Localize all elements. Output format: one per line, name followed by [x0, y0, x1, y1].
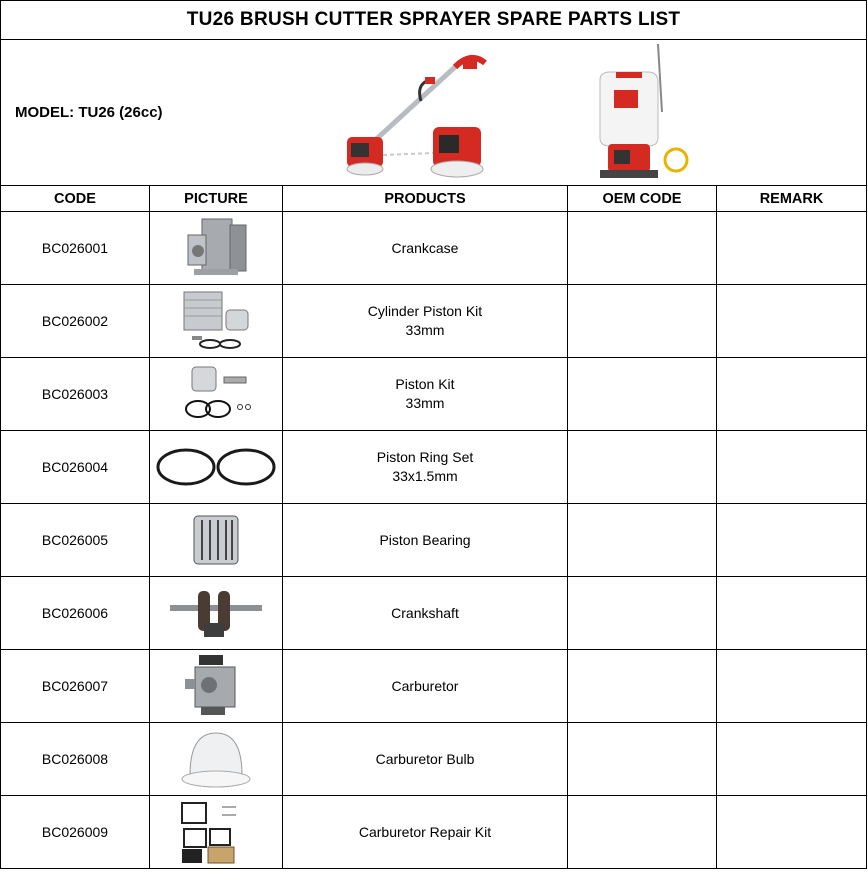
remark-cell: [717, 723, 867, 796]
remark-cell: [717, 285, 867, 358]
column-header-remark: REMARK: [717, 186, 867, 212]
remark-cell: [717, 431, 867, 504]
sprayer-image: [586, 42, 696, 182]
remark-cell: [717, 212, 867, 285]
part-code: BC026005: [1, 504, 150, 577]
model-banner: [1, 40, 867, 186]
oem-code-cell: [568, 504, 717, 577]
table-row: [1, 212, 867, 285]
piston-kit-icon: [174, 361, 258, 427]
product-line-1: Piston Ring Set: [376, 449, 474, 465]
product-line-1: Crankcase: [391, 239, 459, 256]
model-label: MODEL: TU26 (26cc): [15, 104, 163, 121]
table-row: [1, 723, 867, 796]
piston-rings-icon: [154, 442, 278, 492]
column-header-code: CODE: [1, 186, 150, 212]
oem-code-cell: [568, 431, 717, 504]
product-name: [283, 358, 568, 431]
part-picture: [150, 796, 283, 869]
oem-code-cell: [568, 577, 717, 650]
product-line-1: Carburetor: [391, 677, 459, 694]
product-name: [283, 723, 568, 796]
product-name: [283, 504, 568, 577]
part-code: BC026003: [1, 358, 150, 431]
oem-code-cell: [568, 650, 717, 723]
table-row: [1, 285, 867, 358]
product-name: [283, 285, 568, 358]
product-name: [283, 212, 568, 285]
column-header-picture: PICTURE: [150, 186, 283, 212]
oem-code-cell: [568, 723, 717, 796]
part-picture: [150, 285, 283, 358]
oem-code-cell: [568, 358, 717, 431]
table-row: [1, 650, 867, 723]
crankshaft-icon: [166, 583, 266, 643]
product-name: [283, 431, 568, 504]
table-row: [1, 796, 867, 869]
product-name: [283, 650, 568, 723]
column-header-products: PRODUCTS: [283, 186, 568, 212]
part-code: BC026006: [1, 577, 150, 650]
part-code: BC026007: [1, 650, 150, 723]
oem-code-cell: [568, 285, 717, 358]
part-picture: [150, 577, 283, 650]
part-picture: [150, 504, 283, 577]
cylinder-piston-kit-icon: [174, 288, 258, 354]
product-line-2: 33mm: [405, 395, 445, 411]
column-header-oem-code: OEM CODE: [568, 186, 717, 212]
part-picture: [150, 431, 283, 504]
remark-cell: [717, 650, 867, 723]
remark-cell: [717, 504, 867, 577]
part-code: BC026004: [1, 431, 150, 504]
part-picture: [150, 723, 283, 796]
brush-cutter-image: [337, 45, 497, 181]
product-line-2: 33x1.5mm: [392, 468, 458, 484]
part-code: BC026009: [1, 796, 150, 869]
part-picture: [150, 650, 283, 723]
table-row: [1, 431, 867, 504]
page-title: TU26 BRUSH CUTTER SPRAYER SPARE PARTS LIST: [1, 1, 867, 40]
table-row: [1, 504, 867, 577]
gasket-kit-icon: [176, 799, 256, 865]
primer-bulb-icon: [176, 727, 256, 791]
product-line-1: Cylinder Piston Kit: [367, 303, 483, 319]
part-code: BC026008: [1, 723, 150, 796]
product-name: [283, 796, 568, 869]
part-code: BC026001: [1, 212, 150, 285]
carburetor-icon: [181, 653, 251, 719]
table-row: [1, 577, 867, 650]
product-line-2: 33mm: [405, 322, 445, 338]
part-picture: [150, 212, 283, 285]
product-line-1: Piston Bearing: [379, 531, 471, 548]
crankcase-icon: [178, 215, 254, 281]
needle-bearing-icon: [186, 510, 246, 570]
oem-code-cell: [568, 796, 717, 869]
table-row: [1, 358, 867, 431]
part-code: BC026002: [1, 285, 150, 358]
remark-cell: [717, 358, 867, 431]
product-line-1: Piston Kit: [395, 376, 455, 392]
product-name: [283, 577, 568, 650]
product-line-1: Carburetor Repair Kit: [358, 823, 492, 840]
remark-cell: [717, 577, 867, 650]
oem-code-cell: [568, 212, 717, 285]
remark-cell: [717, 796, 867, 869]
part-picture: [150, 358, 283, 431]
product-line-1: Carburetor Bulb: [375, 750, 475, 767]
product-line-1: Crankshaft: [391, 604, 459, 621]
